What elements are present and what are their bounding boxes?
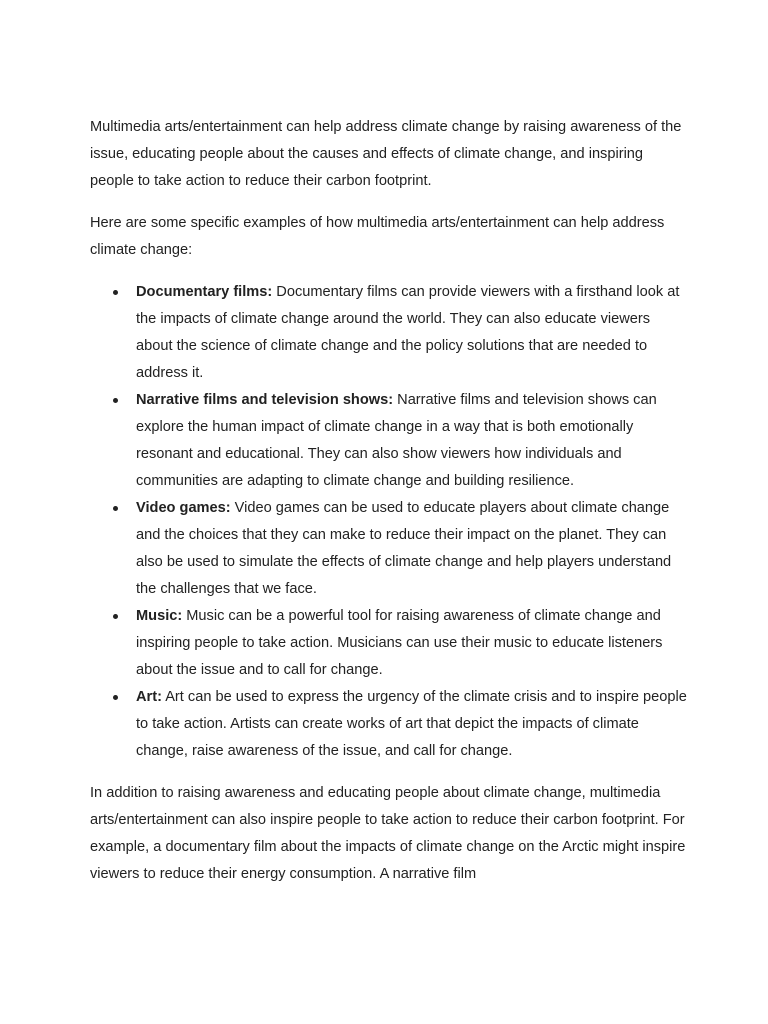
bullet-icon: [113, 614, 118, 619]
bullet-icon: [113, 290, 118, 295]
list-item-term: Documentary films:: [136, 284, 273, 300]
bullet-icon: [113, 695, 118, 700]
list-item: [90, 387, 690, 495]
examples-list: [90, 279, 690, 765]
list-item-text: Video games can be used to educate players about climate change and the choices that they can make to reduce their impact on the planet. They can also be used to simulate the effects of climate change and help players understand the challenges that we face.: [136, 500, 672, 597]
list-item-text: Art can be used to express the urgency of the climate crisis and to inspire people to take action. Artists can create works of art that depict the impacts of climate change, raise awareness of the issue, and call for change.: [136, 689, 687, 759]
list-item-term: Video games:: [136, 500, 231, 516]
list-item-term: Music:: [136, 608, 183, 624]
list-item-term: Narrative films and television shows:: [136, 392, 394, 408]
list-item: [90, 684, 690, 765]
list-item-text: Documentary films can provide viewers with a firsthand look at the impacts of climate change around the world. They can also educate viewers about the science of climate change and the policy solutions that are needed to address it.: [136, 284, 680, 381]
list-item: [90, 603, 690, 684]
list-item-term: Art:: [136, 689, 162, 705]
list-item: [90, 279, 690, 387]
list-item: [90, 495, 690, 603]
intro-paragraph: Multimedia arts/entertainment can help address climate change by raising awareness of the issue, educating people about the causes and effects of climate change, and inspiring people to take action to reduce their carbon footprint.: [90, 119, 682, 189]
bullet-icon: [113, 506, 118, 511]
document-body: [90, 114, 690, 903]
bullet-icon: [113, 398, 118, 403]
list-item-text: Music can be a powerful tool for raising awareness of climate change and inspiring people to take action. Musicians can use their music to educate listeners about the issue and to call for change.: [136, 608, 663, 678]
closing-paragraph: In addition to raising awareness and educating people about climate change, multimedia arts/entertainment can also inspire people to take action to reduce their carbon footprint. For example, a documentary film about the impacts of climate change on the Arctic might inspire viewers to reduce their energy consumption. A narrative film: [90, 785, 686, 882]
examples-lead-paragraph: Here are some specific examples of how multimedia arts/entertainment can help address climate change:: [90, 215, 665, 258]
list-item-text: Narrative films and television shows can explore the human impact of climate change in a way that is both emotionally resonant and educational. They can also show viewers how individuals and communities are adapting to climate change and building resilience.: [136, 392, 657, 489]
